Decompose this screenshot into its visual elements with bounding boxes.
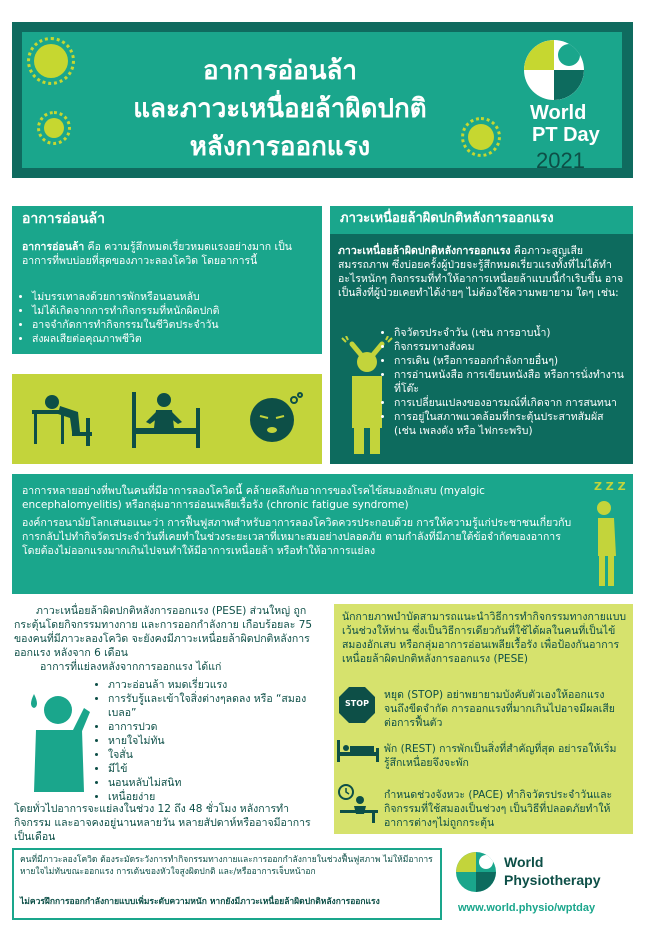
clock-desk-icon [336, 784, 380, 824]
list-item: • การอ่านหนังสือ การเขียนหนังสือ หรือการนั่งทำงานที่โต๊ะ [394, 368, 628, 396]
list-item: • การรับรู้และเข้าใจสิ่งต่างๆลดลง หรือ “สมองเบลอ” [108, 692, 310, 720]
warning-note-2: ไม่ควรฝึกการออกกำลังกายแบบเพิ่มระดับความหนัก หากยังมีภาวะเหนื่อยล้าผิดปกติหลังการออกแรง [20, 897, 380, 907]
fatigue-intro: อาการอ่อนล้า คือ ความรู้สึกหมดเรี่ยวหมดแรงอย่างมาก เป็นอาการที่พบบ่อยที่สุดของภาวะลองโควิด โดยอาการนี้ [22, 241, 292, 267]
pese-heading: ภาวะเหนื่อยล้าผิดปกติหลังการออกแรง [340, 211, 554, 226]
list-item: • การอยู่ในสภาพแวดล้อมที่กระตุ้นประสาทสัมผัส (เช่น เพลงดัง หรือ ไฟกระพริบ) [394, 410, 628, 438]
org-name-line1: World [504, 854, 544, 870]
virus-icon [468, 124, 494, 150]
list-item: • อาการปวด [108, 720, 310, 734]
list-item: • มีไข้ [108, 762, 310, 776]
symptoms-intro: ภาวะเหนื่อยล้าผิดปกติหลังการออกแรง (PESE) ส่วนใหญ่ ถูกกระตุ้นโดยกิจกรรมทางกาย และการออกกำลังกาย เกือบร้อยละ 75 ของคนที่มีภาวะลองโควิด จะยังคงมีภาวะเหนื่อยล้าผิดปกติหลังการออกแรง หลังจาก 6 เดือน อาการที่แย่ลงหลังจากการออกแรง ได้แก่ [14, 605, 313, 673]
pace-advice: กำหนดช่วงจังหวะ (PACE) ทำกิจวัตรประจำวันและกิจกรรมที่ใช้สมองเป็นช่วงๆ เป็นวิธีที่ปลอดภัยทำให้อาการต่างๆไม่ถูกกระตุ้น [384, 789, 613, 829]
fatigue-bullets [14, 290, 314, 346]
list-item: • เหนื่อยง่าย [108, 790, 310, 804]
pese-bullets [376, 326, 628, 438]
info-para-1: อาการหลายอย่างที่พบในคนที่มีอาการลองโควิดนี้ คล้ายคลึงกับอาการของโรคไข้สมองอักเสบ (myalgic encephalomyelitis) หรือกลุ่มอาการอ่อนเพลียเรื้อรัง (chronic fatigue syndrome) [22, 485, 485, 511]
list-item: • การเปลี่ยนแปลงของอารมณ์ที่เกิดจาก การสนทนา [394, 396, 628, 410]
tired-at-desk-icon [30, 392, 100, 448]
list-item: • ไม่บรรเทาลงด้วยการพักหรือนอนหลับ [32, 290, 314, 304]
sleep-zzz: Z Z Z [594, 480, 626, 493]
list-item: • ภาวะอ่อนล้า หมดเรี่ยวแรง [108, 678, 310, 692]
pese-heading-bar [330, 206, 633, 234]
info-para-2: องค์การอนามัยโลกเสนอแนะว่า การฟื้นฟูสภาพสำหรับอาการลองโควิดควรประกอบด้วย การให้ความรู้แก่ประชาชนเกี่ยวกับการกลับไปทำกิจวัตรประจำวันที่เคยทำในช่วงระยะเวลาที่เหมาะสมอย่างปลอดภัย ตามกำลังที่มีภายใต้ข้อจำกัดของอาการ โดยต้องไม่ออกแรงมากเกินไปจนทำให้มีอาการเหนื่อยล้า หรือทำให้อาการแย่ลง [22, 517, 572, 557]
list-item: • ใจสั่น [108, 748, 310, 762]
list-item: • นอนหลับไม่สนิท [108, 776, 310, 790]
list-item: • กิจกรรมทางสังคม [394, 340, 628, 354]
pese-intro: ภาวะเหนื่อยล้าผิดปกติหลังการออกแรง คือภาวะสูญเสียสมรรถภาพ ซึ่งบ่อยครั้งผู้ป่วยจะรู้สึกหมดเรี่ยวแรงทั้งที่ไม่ได้ทำอะไรหนักๆ กิจกรรมที่ทำให้อาการเหนื่อยล้าแบบนี้กำเริบขึ้น อาจเป็นสิ่งที่ผู้ป่วยเคยทำได้ง่ายๆ ไม่ต้องใช้ความพยายาม ใดๆ เช่น: [338, 245, 624, 299]
list-item: • ไม่ได้เกิดจากการทำกิจกรรมที่หนักผิดปกติ [32, 304, 314, 318]
list-item: • อาจจำกัดการทำกิจกรรมในชีวิตประจำวัน [32, 318, 314, 332]
virus-icon [34, 44, 68, 78]
symptoms-bullets [90, 678, 310, 804]
tired-face-icon [244, 392, 304, 450]
logo-text-world: World [530, 102, 587, 124]
world-pt-day-logo-icon [524, 40, 584, 100]
headache-person-icon [14, 686, 96, 796]
advice-intro: นักกายภาพบำบัดสามารถแนะนำวิธีการทำกิจกรรมทางกายแบบเว้นช่วงให้ท่าน ซึ่งเป็นวิธีการเดียวกันที่ใช้ได้ผลในคนที่เป็นไข้สมองอักเสบ หรือกลุ่มอาการอ่อนเพลียเรื้อรัง เพื่อป้องกันอาการเหนื่อยล้าผิดปกติหลังการออกแรง (PESE) [342, 611, 627, 665]
stop-advice: หยุด (STOP) อย่าพยายามบังคับตัวเองให้ออกแรงจนถึงขีดจำกัด การออกแรงที่มากเกินไปอาจมีผลเสียต่อการฟื้นตัว [384, 689, 615, 729]
list-item: • กิจวัตรประจำวัน (เช่น การอาบน้ำ) [394, 326, 628, 340]
fatigue-heading-bar [12, 206, 322, 234]
stop-sign-text: STOP [345, 699, 369, 708]
virus-icon [44, 118, 64, 138]
bed-rest-icon [336, 738, 380, 764]
tired-on-bed-icon [130, 388, 202, 450]
website-link[interactable]: www.world.physio/wptday [458, 902, 596, 914]
logo-year: 2021 [536, 148, 585, 173]
org-name-line2: Physiotherapy [504, 872, 601, 888]
list-item: • หายใจไม่ทัน [108, 734, 310, 748]
page-title: อาการอ่อนล้า และภาวะเหนื่อยล้าผิดปกติ หลังการออกแรง [133, 56, 427, 162]
rest-advice: พัก (REST) การพักเป็นสิ่งที่สำคัญที่สุด อย่ารอให้เริ่มรู้สึกเหนื่อยจึงจะพัก [384, 743, 617, 769]
list-item: • ส่งผลเสียต่อคุณภาพชีวิต [32, 332, 314, 346]
world-physiotherapy-logo-icon [456, 852, 496, 892]
tired-standing-icon [590, 500, 624, 588]
warning-note-1: คนที่มีภาวะลองโควิด ต้องระมัดระวังการทำกิจกรรมทางกายและการออกกำลังกายในช่วงฟื้นฟูสภาพ ไม่ให้มีอาการหายใจไม่ทันขณะออกแรง การเต้นของหัวใจสูงผิดปกติ และ/หรืออาการเจ็บหน้าอก [20, 855, 433, 877]
symptoms-outro: โดยทั่วไปอาการจะแย่ลงในช่วง 12 ถึง 48 ชั่วโมง หลังการทำกิจกรรม และอาจคงอยู่นานหลายวัน หลายสัปดาห์หรืออาจมีอาการเป็นเดือน [14, 803, 311, 843]
list-item: • การเดิน (หรือการออกกำลังกายอื่นๆ) [394, 354, 628, 368]
logo-text-ptday: PT Day [532, 124, 600, 146]
fatigue-heading: อาการอ่อนล้า [22, 211, 105, 227]
